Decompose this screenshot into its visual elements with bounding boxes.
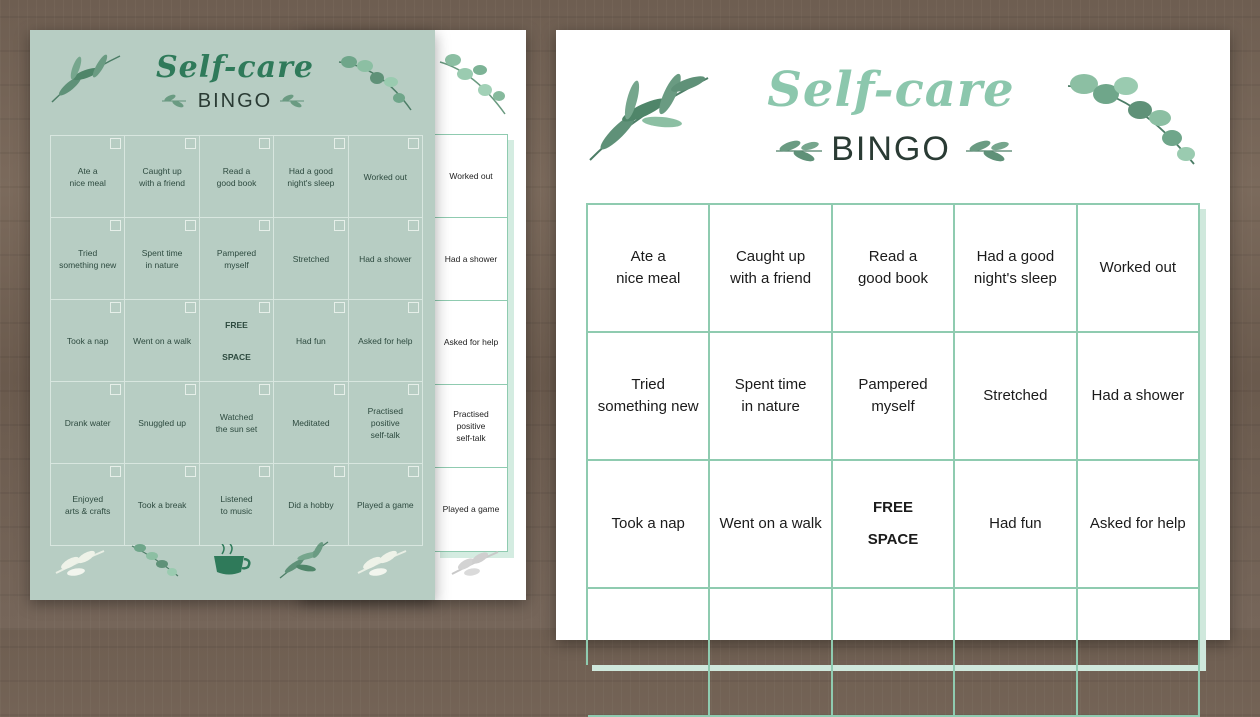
checkbox-icon (110, 220, 121, 231)
bingo-cell-label: Drank water (64, 417, 111, 428)
bingo-cell (955, 589, 1077, 717)
bingo-cell-label: Ate a nice meal (616, 248, 681, 287)
bingo-cell-label: Tried something new (59, 247, 117, 270)
bingo-cell (435, 468, 507, 551)
checkbox-icon (334, 384, 345, 395)
bingo-cell (435, 301, 507, 384)
green-title-script: Self-care (155, 50, 315, 85)
checkbox-icon (334, 466, 345, 477)
bingo-cell-label: Caught up with a friend (139, 165, 186, 188)
bingo-cell (125, 300, 199, 382)
bingo-cell (955, 461, 1077, 589)
bingo-cell (588, 461, 710, 589)
bingo-cell (349, 300, 423, 382)
bingo-cell (51, 300, 125, 382)
checkbox-icon (185, 384, 196, 395)
bingo-cell (51, 218, 125, 300)
bingo-cell (435, 218, 507, 301)
bingo-cell (274, 382, 348, 464)
eucalyptus-branch-icon (1062, 68, 1202, 168)
bingo-cell-label: Had fun (296, 335, 326, 346)
bingo-cell (349, 464, 423, 546)
leaf-divider-icon (964, 138, 1014, 164)
bingo-cell-label: Pampered myself (216, 247, 257, 270)
bingo-cell-label: Asked for help (443, 337, 499, 348)
bingo-cell (125, 136, 199, 218)
bingo-cell (349, 136, 423, 218)
checkbox-icon (110, 466, 121, 477)
bingo-cell (588, 589, 710, 717)
checkbox-icon (408, 466, 419, 477)
checkbox-icon (334, 302, 345, 313)
bingo-cell-label: Snuggled up (138, 417, 186, 428)
back-bingo-grid (434, 134, 508, 552)
tea-cup-icon (208, 544, 254, 578)
bingo-cell (349, 218, 423, 300)
eucalyptus-branch-icon (128, 540, 182, 580)
bingo-cell-label: Tried something new (597, 376, 699, 415)
bingo-cell (51, 136, 125, 218)
bingo-cell-label: Listened to music (220, 493, 253, 516)
big-title-bingo: BINGO (831, 130, 951, 168)
bingo-cell (1078, 589, 1200, 717)
bingo-cell (833, 333, 955, 461)
bingo-cell (710, 589, 832, 717)
checkbox-icon (408, 220, 419, 231)
bingo-cell (349, 382, 423, 464)
checkbox-icon (110, 302, 121, 313)
bingo-cell-label: Worked out (363, 171, 407, 182)
bingo-cell (200, 464, 274, 546)
bingo-cell-label: Had a good night's sleep (287, 165, 335, 188)
bingo-cell (274, 136, 348, 218)
checkbox-icon (259, 220, 270, 231)
bingo-cell (710, 461, 832, 589)
bingo-cell (710, 205, 832, 333)
bingo-cell-label: Asked for help (358, 335, 413, 346)
bingo-cell (274, 464, 348, 546)
bingo-cell-label: Read a good book (216, 165, 257, 188)
bingo-cell (833, 589, 955, 717)
bingo-cell (51, 464, 125, 546)
checkbox-icon (110, 138, 121, 149)
checkbox-icon (334, 138, 345, 149)
leaf-divider-icon (774, 138, 824, 164)
bingo-cell-label: FREE SPACE (222, 319, 251, 362)
bingo-cell (435, 135, 507, 218)
bingo-cell (1078, 333, 1200, 461)
bingo-cell-label: Had a shower (359, 253, 412, 264)
free-space-cell (833, 461, 955, 589)
bingo-cell-label: Took a nap (66, 335, 109, 346)
bingo-cell-label: FREE SPACE (867, 499, 919, 548)
bingo-cell-label: Played a game (356, 499, 414, 510)
big-title-script: Self-care (767, 62, 1015, 118)
bingo-cell (1078, 205, 1200, 333)
bingo-cell-label: Spent time in nature (734, 376, 807, 415)
bingo-cell (274, 300, 348, 382)
bingo-cell-label: Asked for help (1089, 515, 1186, 532)
bingo-cell (274, 218, 348, 300)
checkbox-icon (259, 302, 270, 313)
bingo-cell-label: Did a hobby (288, 499, 334, 510)
bingo-cell (125, 218, 199, 300)
green-title-bingo: BINGO (197, 90, 273, 112)
bingo-cell (710, 333, 832, 461)
bingo-cell (955, 205, 1077, 333)
checkbox-icon (185, 220, 196, 231)
leaf-sprig-icon (48, 46, 123, 106)
bingo-cell-label: Took a break (137, 499, 187, 510)
bingo-cell-label: Went on a walk (133, 335, 192, 346)
bingo-cell-label: Practised positive self-talk (453, 408, 489, 443)
bingo-cell (955, 333, 1077, 461)
bingo-cell-label: Meditated (292, 417, 330, 428)
leaf-sprig-icon (54, 545, 106, 579)
bingo-cell-label: Stretched (292, 253, 330, 264)
bingo-cell-label: Worked out (449, 171, 493, 182)
green-bingo-sheet (30, 30, 435, 600)
bingo-cell-label: Stretched (983, 387, 1048, 404)
bingo-cell-label: Had a good night's sleep (973, 248, 1057, 287)
bingo-cell-label: Practised positive self-talk (367, 405, 404, 440)
leaf-sprig-icon (584, 60, 714, 165)
checkbox-icon (408, 302, 419, 313)
checkbox-icon (185, 302, 196, 313)
bingo-cell-label: Ate a nice meal (69, 165, 106, 188)
checkbox-icon (259, 138, 270, 149)
eucalyptus-branch-icon (435, 52, 510, 122)
bingo-cell-label: Spent time in nature (141, 247, 183, 270)
eucalyptus-branch-icon (335, 52, 415, 114)
big-bingo-sheet (556, 30, 1230, 640)
bingo-cell-label: Had a shower (444, 254, 498, 265)
bingo-cell (435, 385, 507, 468)
leaf-divider-icon (278, 93, 306, 109)
bingo-cell (125, 382, 199, 464)
bingo-cell (125, 464, 199, 546)
bingo-cell-label: Enjoyed arts & crafts (65, 493, 111, 516)
leaf-sprig-icon (356, 545, 408, 579)
checkbox-icon (334, 220, 345, 231)
bingo-cell (51, 382, 125, 464)
checkbox-icon (185, 138, 196, 149)
checkbox-icon (408, 384, 419, 395)
bingo-cell-label: Caught up with a friend (730, 248, 812, 287)
leaf-sprig-icon (450, 548, 500, 578)
bingo-cell-label: Read a good book (857, 248, 929, 287)
bingo-cell (833, 205, 955, 333)
checkbox-icon (259, 466, 270, 477)
bingo-cell-label: Watched the sun set (215, 411, 258, 434)
checkbox-icon (408, 138, 419, 149)
bingo-cell-label: Played a game (442, 504, 500, 515)
bingo-cell (588, 333, 710, 461)
bingo-cell (200, 218, 274, 300)
leaf-sprig-icon (276, 538, 332, 582)
bingo-cell-label: Had a shower (1091, 387, 1185, 404)
bingo-cell (200, 382, 274, 464)
free-space-cell (200, 300, 274, 382)
checkbox-icon (185, 466, 196, 477)
bingo-cell-label: Took a nap (611, 515, 685, 532)
bingo-cell-label: Pampered myself (858, 376, 928, 415)
green-bingo-grid (50, 135, 423, 546)
bingo-cell (588, 205, 710, 333)
bingo-cell-label: Went on a walk (719, 515, 822, 532)
bingo-cell (200, 136, 274, 218)
checkbox-icon (110, 384, 121, 395)
bingo-cell-label: Had fun (989, 515, 1042, 532)
big-bingo-grid (586, 203, 1200, 665)
bingo-cell (1078, 461, 1200, 589)
checkbox-icon (259, 384, 270, 395)
bingo-cell-label: Worked out (1099, 259, 1177, 276)
